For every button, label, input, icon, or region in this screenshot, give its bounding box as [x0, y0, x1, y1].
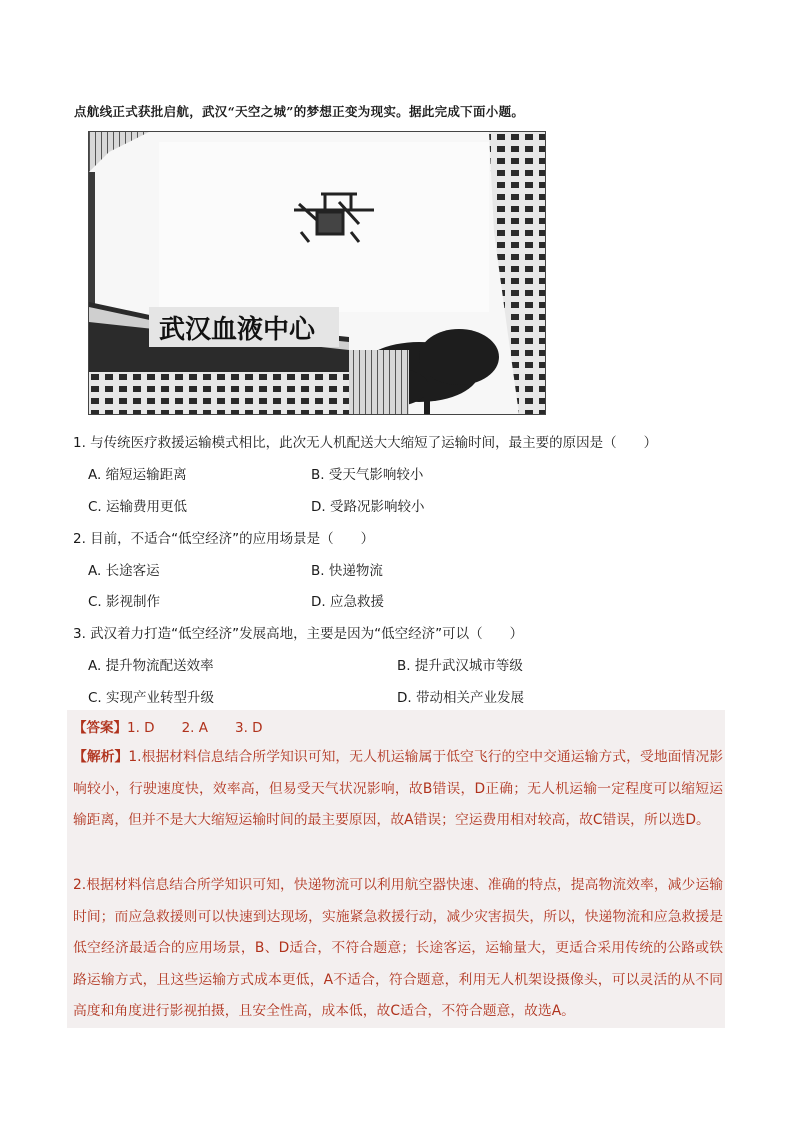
question-1-stem: 1. 与传统医疗救援运输模式相比，此次无人机配送大大缩短了运输时间，最主要的原因是（ ） [73, 435, 658, 451]
analysis-paragraph-1 [73, 742, 723, 837]
analysis-tag: 【解析】 [73, 749, 129, 765]
answer-text: 1. D 2. A 3. D [127, 720, 263, 736]
answer-line [73, 716, 263, 736]
analysis-p1-text: 1.根据材料信息结合所学知识可知，无人机运输属于低空飞行的空中交通运输方式，受地面情况影响较小，行驶速度快，效率高，但易受天气状况影响，故B错误，D正确；无人机运输一定程度可以缩短运输距离，但并不是大大缩短运输时间的最主要原因，故A错误；空运费用相对较高，故C错误，所以选D。 [73, 749, 724, 828]
analysis-paragraph-2: 2.根据材料信息结合所学知识可知，快递物流可以利用航空器快速、准确的特点，提高物流效率，减少运输时间；而应急救援则可以快速到达现场，实施紧急救援行动，减少灾害损失，所以，快递物流和应急救援是低空经济最适合的应用场景，B、D适合，不符合题意；长途客运，运输量大，更适合采用传统的公路或铁路运输方式，且这些运输方式成本更低，A不适合，符合题意，利用无人机架设摄像头，可以灵活的从不同高度和角度进行影视拍摄，且安全性高，成本低，故C适合，不符合题意，故选A。 [73, 877, 723, 1019]
q3-option-a: A. 提升物流配送效率 [88, 658, 214, 674]
drone-photo [88, 131, 546, 415]
q2-option-d: D. 应急救援 [311, 594, 384, 610]
answer-tag: 【答案】 [73, 720, 127, 736]
q3-option-c: C. 实现产业转型升级 [88, 690, 215, 706]
q3-option-d: D. 带动相关产业发展 [397, 690, 524, 706]
q2-option-b: B. 快递物流 [311, 563, 383, 579]
q2-option-a: A. 长途客运 [88, 563, 160, 579]
q1-option-a: A. 缩短运输距离 [88, 467, 187, 483]
sign-text: 武汉血液中心 [159, 315, 316, 345]
q1-option-d: D. 受路况影响较小 [311, 499, 425, 515]
intro-text: 点航线正式获批启航，武汉“天空之城”的梦想正变为现实。据此完成下面小题。 [74, 104, 525, 119]
q3-option-b: B. 提升武汉城市等级 [397, 658, 523, 674]
question-3-stem: 3. 武汉着力打造“低空经济”发展高地，主要是因为“低空经济”可以（ ） [73, 626, 524, 642]
question-2-stem: 2. 目前，不适合“低空经济”的应用场景是（ ） [73, 531, 375, 547]
q1-option-c: C. 运输费用更低 [88, 499, 188, 515]
q2-option-c: C. 影视制作 [88, 594, 161, 610]
q1-option-b: B. 受天气影响较小 [311, 467, 424, 483]
